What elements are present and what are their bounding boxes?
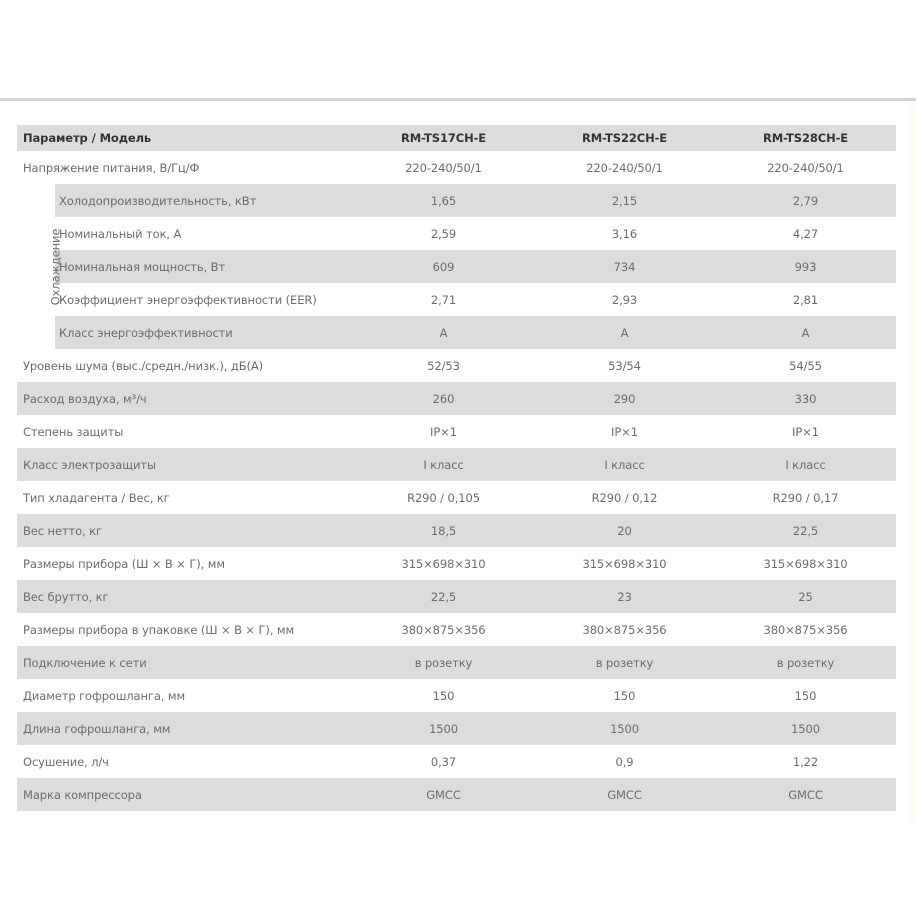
row-value: R290 / 0,17 (772, 490, 839, 505)
row-value: 52/53 (427, 358, 460, 373)
row-label: Коэффициент энергоэффективности (EER) (59, 292, 317, 307)
row-label: Номинальный ток, А (59, 226, 182, 241)
spec-table (17, 125, 896, 811)
row-value: 150 (613, 688, 636, 703)
row-value: 993 (715, 250, 896, 283)
row-value: 1,22 (792, 754, 819, 769)
row-value: 2,59 (430, 226, 457, 241)
row-label: Номинальная мощность, Вт (55, 250, 353, 283)
row-value: IP×1 (611, 424, 638, 439)
row-label: Размеры прибора в упаковке (Ш × В × Г), мм (23, 622, 295, 637)
row-value: 380×875×356 (401, 622, 486, 637)
row-value: 53/54 (608, 358, 641, 373)
header-model: RM-TS17CH-E (353, 125, 534, 151)
table-row (17, 481, 896, 514)
row-label: Вес нетто, кг (17, 514, 353, 547)
row-value: в розетку (353, 646, 534, 679)
header-model: RM-TS22CH-E (534, 125, 715, 151)
row-value: 25 (715, 580, 896, 613)
table-row (17, 448, 896, 481)
row-value: 2,71 (430, 292, 457, 307)
table-row (17, 316, 896, 349)
row-value: 330 (715, 382, 896, 415)
row-label: Длина гофрошланга, мм (17, 712, 353, 745)
table-header-row (17, 125, 896, 151)
row-label: Тип хладагента / Вес, кг (23, 490, 170, 505)
row-label: Марка компрессора (17, 778, 353, 811)
top-divider (0, 98, 916, 101)
row-value: 0,37 (430, 754, 457, 769)
header-param-model: Параметр / Модель (17, 125, 353, 151)
row-value: 18,5 (353, 514, 534, 547)
row-label: Степень защиты (23, 424, 124, 439)
row-value: I класс (353, 448, 534, 481)
row-label: Вес брутто, кг (17, 580, 353, 613)
table-row (17, 646, 896, 679)
row-label: Размеры прибора (Ш × В × Г), мм (23, 556, 225, 571)
row-value: 0,9 (615, 754, 634, 769)
row-value: 2,15 (534, 184, 715, 217)
table-row (17, 514, 896, 547)
row-label: Расход воздуха, м³/ч (17, 382, 353, 415)
table-row (17, 580, 896, 613)
row-value: 380×875×356 (582, 622, 667, 637)
row-value: 150 (432, 688, 455, 703)
table-row (17, 217, 896, 250)
row-value: 609 (353, 250, 534, 283)
row-value: IP×1 (792, 424, 819, 439)
row-label: Класс электрозащиты (17, 448, 353, 481)
row-value: 1500 (534, 712, 715, 745)
row-value: I класс (715, 448, 896, 481)
row-value: 290 (534, 382, 715, 415)
row-value: 734 (534, 250, 715, 283)
row-value: A (534, 316, 715, 349)
row-value: R290 / 0,12 (591, 490, 658, 505)
row-value: GMCC (715, 778, 896, 811)
table-row (17, 547, 896, 580)
table-row (17, 778, 896, 811)
row-value: 3,16 (611, 226, 638, 241)
page-edge (906, 101, 916, 821)
row-value: 315×698×310 (763, 556, 848, 571)
row-value: 54/55 (789, 358, 822, 373)
row-value: GMCC (534, 778, 715, 811)
row-value: 220-240/50/1 (767, 160, 844, 175)
row-value: 1,65 (353, 184, 534, 217)
row-value: в розетку (534, 646, 715, 679)
table-row (17, 679, 896, 712)
table-row (17, 613, 896, 646)
cooling-group-label: Охлаждение (48, 228, 63, 305)
row-label: Осушение, л/ч (23, 754, 109, 769)
row-value: 315×698×310 (401, 556, 486, 571)
row-label: Диаметр гофрошланга, мм (23, 688, 186, 703)
row-value: A (715, 316, 896, 349)
row-value: 22,5 (353, 580, 534, 613)
row-value: 20 (534, 514, 715, 547)
row-value: 23 (534, 580, 715, 613)
row-value: 2,93 (611, 292, 638, 307)
row-value: 260 (353, 382, 534, 415)
row-value: IP×1 (430, 424, 457, 439)
row-value: 4,27 (792, 226, 819, 241)
row-value: GMCC (353, 778, 534, 811)
row-value: I класс (534, 448, 715, 481)
row-label: Подключение к сети (17, 646, 353, 679)
row-label: Класс энергоэффективности (55, 316, 353, 349)
table-row (17, 151, 896, 184)
table-row (17, 415, 896, 448)
row-value: R290 / 0,105 (407, 490, 480, 505)
header-model: RM-TS28CH-E (715, 125, 896, 151)
row-label: Напряжение питания, В/Гц/Ф (23, 160, 200, 175)
row-value: A (353, 316, 534, 349)
row-value: 2,79 (715, 184, 896, 217)
table-row (17, 283, 896, 316)
table-row (17, 184, 896, 217)
row-value: 315×698×310 (582, 556, 667, 571)
table-row (17, 712, 896, 745)
row-value: 220-240/50/1 (405, 160, 482, 175)
row-label: Уровень шума (выс./средн./низк.), дБ(А) (23, 358, 264, 373)
row-label: Холодопроизводительность, кВт (55, 184, 353, 217)
row-value: в розетку (715, 646, 896, 679)
row-value: 1500 (353, 712, 534, 745)
row-value: 150 (794, 688, 817, 703)
row-value: 22,5 (715, 514, 896, 547)
row-value: 2,81 (792, 292, 819, 307)
cooling-group-cell (17, 184, 63, 349)
table-row (17, 382, 896, 415)
row-value: 220-240/50/1 (586, 160, 663, 175)
table-row (17, 250, 896, 283)
row-value: 380×875×356 (763, 622, 848, 637)
table-row (17, 745, 896, 778)
table-row (17, 349, 896, 382)
row-value: 1500 (715, 712, 896, 745)
